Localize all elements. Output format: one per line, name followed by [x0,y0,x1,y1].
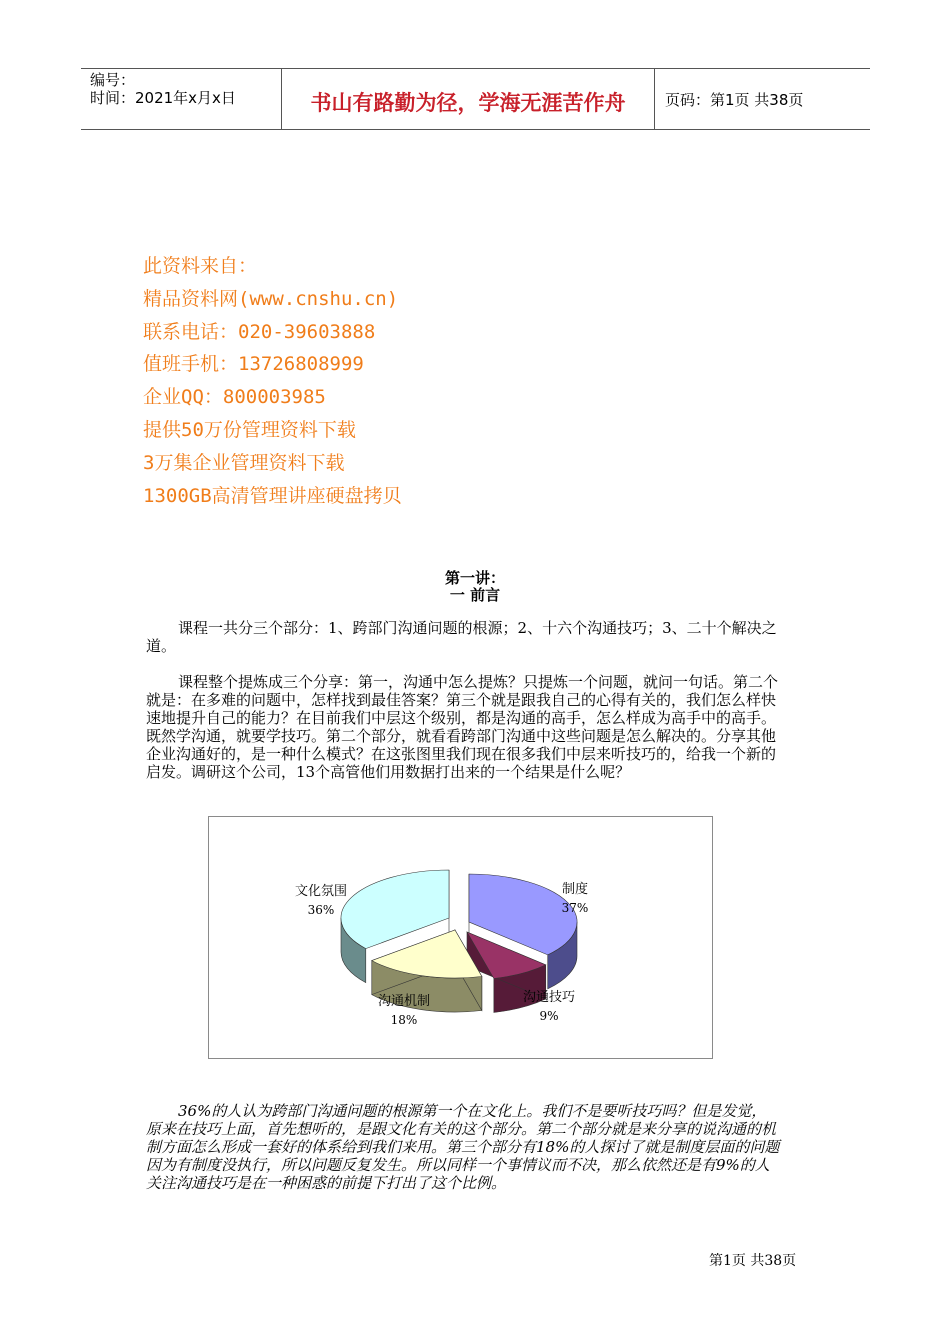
source-line: 此资料来自： [143,255,258,277]
pie-chart-svg [209,817,712,1058]
source-line: 3万集企业管理资料下载 [143,451,345,474]
page-footer: 第1页 共38页 [709,1253,797,1269]
header-page-info: 页码：第1页 共38页 [665,91,804,109]
source-line: 联系电话：020-39603888 [143,320,376,343]
time-label: 时间：2021年x月x日 [90,89,236,107]
pie-slice-label: 沟通机制 [377,994,431,1009]
body-paragraph: 课程一共分三个部分：1、跨部门沟通问题的根源；2、十六个沟通技巧；3、二十个解决之道。 [146,619,777,655]
serial-label: 编号： [90,71,136,89]
pie-slice-label: 制度 [561,882,589,897]
source-info-block [143,250,402,512]
pie-slice-label: 沟通技巧 [522,990,576,1005]
pie-chart [208,816,713,1059]
header-motto: 书山有路勤为径，学海无涯苦作舟 [310,91,626,115]
pie-slice-value: 36% [307,903,335,917]
source-line: 企业QQ：800003985 [143,386,326,409]
source-line: 1300GB高清管理讲座硬盘拷贝 [143,484,402,507]
pie-slice-value: 37% [561,901,589,915]
source-line: 提供50万份管理资料下载 [143,418,356,441]
page-header [81,68,870,130]
header-meta [90,71,280,107]
source-line: 值班手机：13726808999 [143,353,364,376]
pie-slice-label: 文化氛围 [294,884,348,899]
pie-slice [341,870,449,949]
pie-top-group [341,870,577,978]
header-divider [654,69,655,129]
body-paragraph: 课程整个提炼成三个分享：第一，沟通中怎么提炼？只提炼一个问题，就问一句话。第二个就是：在多难的问题中，怎样找到最佳答案？第三个就是跟我自己的心得有关的，我们怎么样快速地提升自己的能力？在目前我们中层这个级别，都是沟通的高手，怎么样成为高手中的高手。既然学沟通，就要学技巧。第二个部分，就看看跨部门沟通中这些问题是怎么解决的。分享其他企业沟通好的，是一种什么模式？在这张图里我们现在很多我们中层来听技巧的，给我一个新的启发。调研这个公司，13个高管他们用数据打出来的一个结果是什么呢？ [146,673,779,781]
lecture-title: 第一讲： [444,569,505,587]
analysis-paragraph: 36%的人认为跨部门沟通问题的根源第一个在文化上。我们不是要听技巧吗？但是发觉，原来在技巧上面，首先想听的，是跟文化有关的这个部分。第二个部分就是来分享的说沟通的机制方面怎么形成一套好的体系给到我们来用。第三个部分有18%的人探讨了就是制度层面的问题因为有制度没执行，所以问题反复发生。所以同样一个事情议而不决，那么依然还是有9%的人关注沟通技巧是在一种困惑的前提下打出了这个比例。 [146,1102,780,1192]
pie-slice-value: 18% [390,1013,418,1027]
pie-slice-value: 9% [539,1009,559,1023]
source-line: 精品资料网(www.cnshu.cn) [143,287,399,310]
lecture-subtitle: 一 前言 [449,586,501,604]
